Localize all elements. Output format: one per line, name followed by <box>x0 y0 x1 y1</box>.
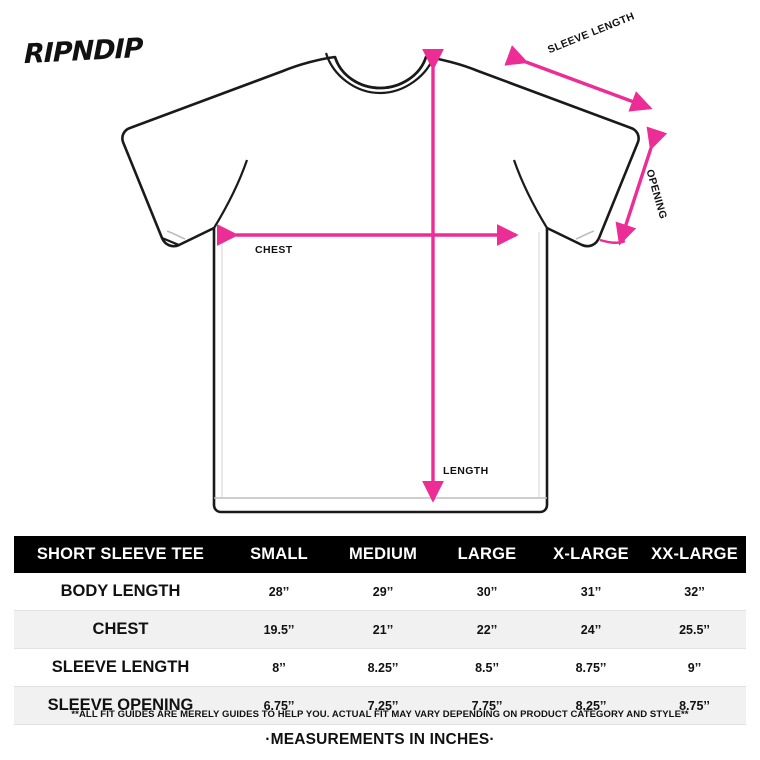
size-table-head <box>14 536 746 573</box>
table-row <box>14 611 746 649</box>
cell-chest-xlarge: 24’’ <box>539 611 643 649</box>
cell-chest-small: 19.5’’ <box>227 611 331 649</box>
cell-chest-xxlarge: 25.5’’ <box>643 611 746 649</box>
cell-body-length-xxlarge: 32’’ <box>643 573 746 611</box>
cell-chest-medium: 21’’ <box>331 611 435 649</box>
cell-sleeve-length-xlarge: 8.75’’ <box>539 649 643 687</box>
cell-body-length-xlarge: 31’’ <box>539 573 643 611</box>
cell-body-length-small: 28’’ <box>227 573 331 611</box>
column-header-large: LARGE <box>435 536 539 573</box>
row-label-sleeve-opening: SLEEVE OPENING <box>14 687 227 725</box>
sleeve-length-label: SLEEVE LENGTH <box>546 10 637 57</box>
cell-body-length-medium: 29’’ <box>331 573 435 611</box>
tshirt-outline <box>122 53 638 512</box>
table-header-row <box>14 536 746 573</box>
row-label-chest: CHEST <box>14 611 227 649</box>
cell-sleeve-opening-xxlarge: 8.75’’ <box>643 687 746 725</box>
cell-body-length-large: 30’’ <box>435 573 539 611</box>
chest-label: CHEST <box>255 244 293 256</box>
column-header-category: SHORT SLEEVE TEE <box>14 536 227 573</box>
cell-sleeve-length-large: 8.5’’ <box>435 649 539 687</box>
size-table-body <box>14 573 746 725</box>
cell-sleeve-opening-xlarge: 8.25’’ <box>539 687 643 725</box>
cell-sleeve-length-xxlarge: 9’’ <box>643 649 746 687</box>
table-row <box>14 649 746 687</box>
measurement-units-note: ·MEASUREMENTS IN INCHES· <box>265 731 495 748</box>
cell-sleeve-opening-large: 7.75’’ <box>435 687 539 725</box>
column-header-small: SMALL <box>227 536 331 573</box>
row-label-body-length: BODY LENGTH <box>14 573 227 611</box>
table-row <box>14 573 746 611</box>
cell-sleeve-opening-small: 6.75’’ <box>227 687 331 725</box>
brand-logo: RIPNDIP <box>24 32 143 71</box>
column-header-medium: MEDIUM <box>331 536 435 573</box>
cell-sleeve-length-small: 8’’ <box>227 649 331 687</box>
size-table <box>14 536 746 725</box>
opening-label: OPENING <box>643 168 670 221</box>
fit-guide-disclaimer: **ALL FIT GUIDES ARE MERELY GUIDES TO HELP YOU. ACTUAL FIT MAY VARY DEPENDING ON PRODUCT CATEGORY AND STYLE** <box>71 709 689 720</box>
cell-sleeve-opening-medium: 7.25’’ <box>331 687 435 725</box>
cell-chest-large: 22’’ <box>435 611 539 649</box>
cell-sleeve-length-medium: 8.25’’ <box>331 649 435 687</box>
row-label-sleeve-length: SLEEVE LENGTH <box>14 649 227 687</box>
column-header-xxlarge: XX-LARGE <box>643 536 746 573</box>
length-label: LENGTH <box>443 465 489 477</box>
column-header-xlarge: X-LARGE <box>539 536 643 573</box>
